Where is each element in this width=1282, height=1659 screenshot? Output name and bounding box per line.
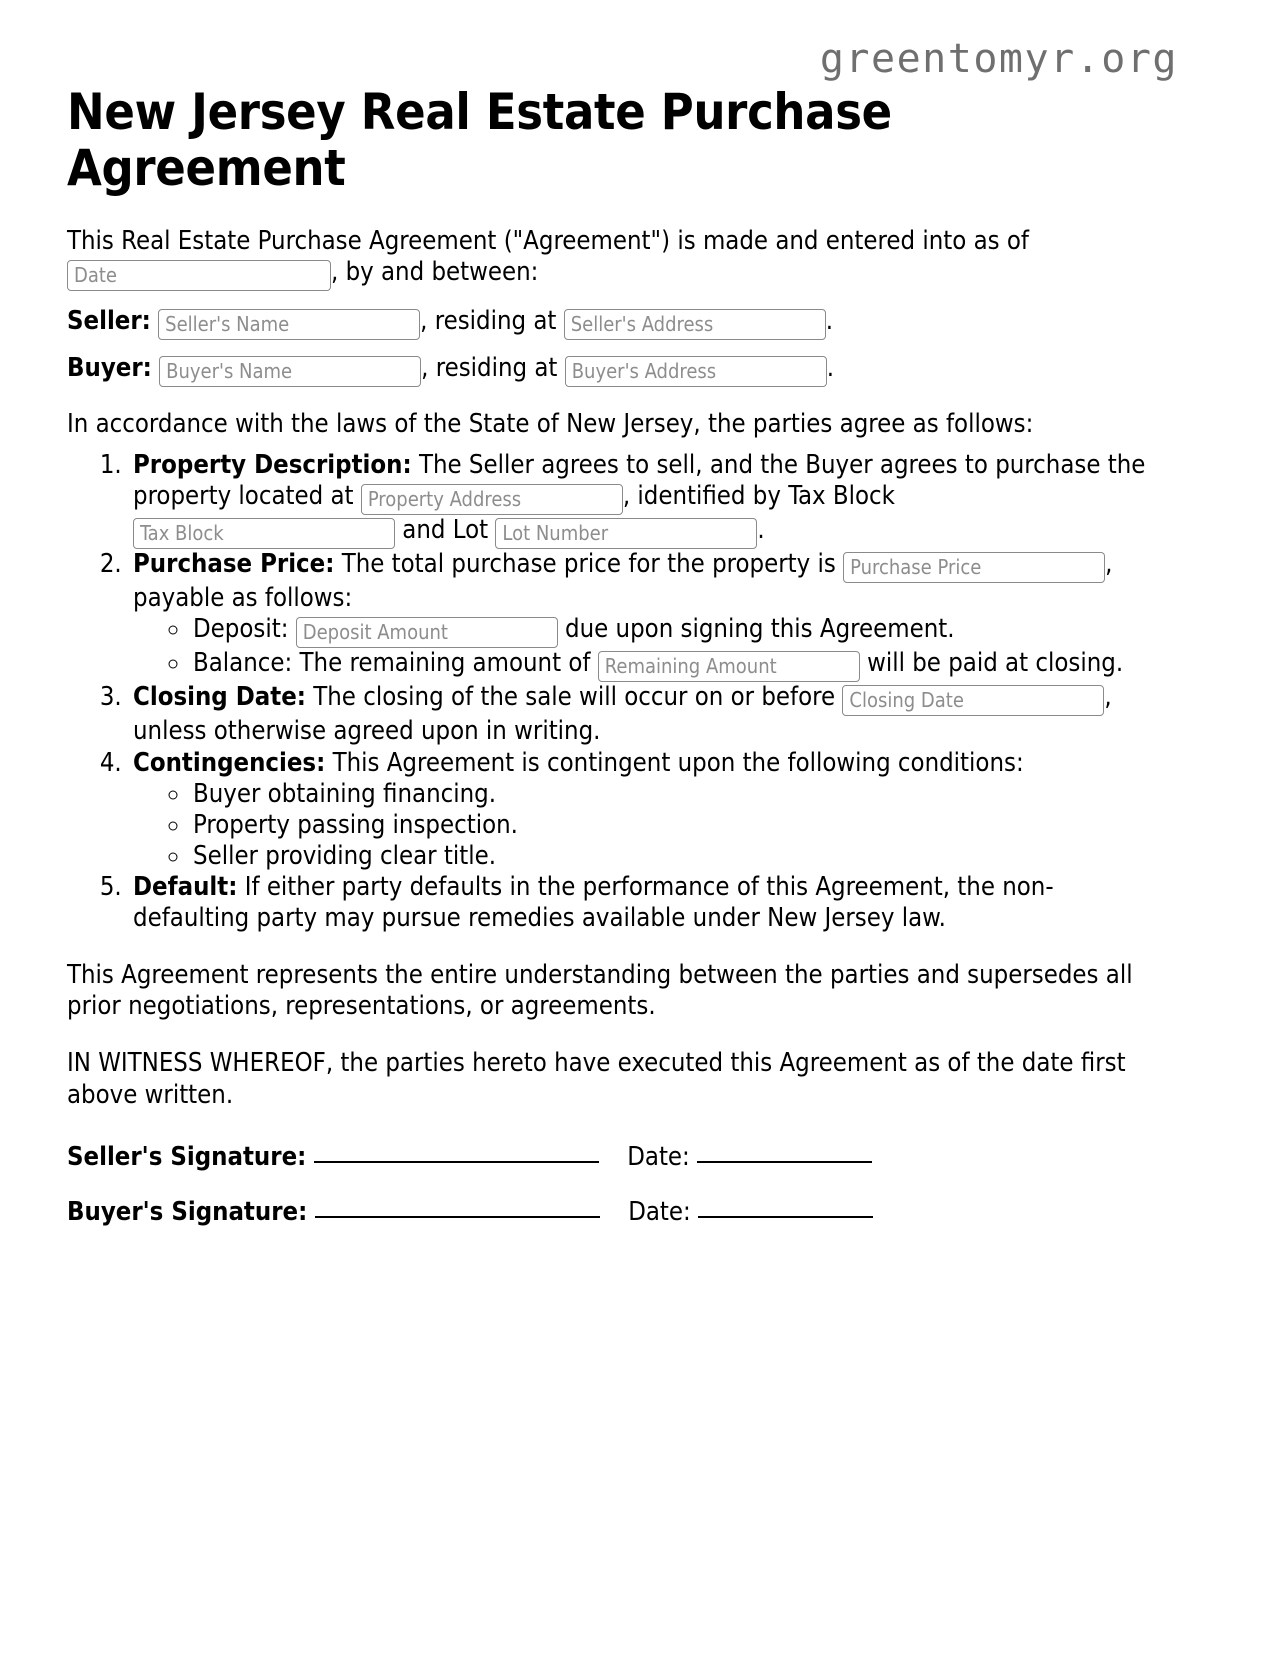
witness-paragraph: IN WITNESS WHEREOF, the parties hereto have executed this Agreement as of the date first above written. [67, 1048, 1126, 1110]
entire-understanding-paragraph: This Agreement represents the entire understanding between the parties and supersedes all prior negotiations, representations, or agreements. [67, 960, 1133, 1022]
seller-name-input[interactable] [158, 309, 420, 340]
tax-block-input[interactable] [133, 518, 395, 549]
seller-party-line [67, 305, 1152, 340]
deposit-label: Deposit: [193, 614, 289, 645]
clause-contingencies-heading: Contingencies: [133, 747, 326, 778]
intro-text-after-date: , by and between: [331, 257, 539, 288]
site-watermark: greentomyr.org [819, 36, 1178, 82]
page-title: New Jersey Real Estate Purchase Agreement [67, 83, 892, 197]
clause-property-text-2: , identified by Tax Block [622, 481, 895, 512]
clause-default-text-1: If either party defaults in the performance of this Agreement, the non-defaulting party may pursue remedies available under New Jersey law. [133, 871, 1054, 934]
balance-label: Balance: The remaining amount of [193, 648, 591, 679]
lot-number-input[interactable] [495, 518, 757, 549]
contingency-item: ◦ Buyer obtaining financing. [191, 779, 1152, 810]
buyer-line-period: . [826, 353, 834, 384]
clause-property-description [129, 450, 1152, 549]
purchase-price-sublist [133, 614, 1152, 682]
seller-label: Seller: [67, 306, 151, 337]
contingency-item: ◦ Property passing inspection. [191, 810, 1152, 841]
intro-paragraph [67, 226, 1152, 291]
clause-closing-text-1: The closing of the sale will occur on or before [313, 682, 836, 713]
clause-purchase-price [129, 549, 1152, 682]
seller-signature-row [67, 1141, 1152, 1174]
intro-text-before-date: This Real Estate Purchase Agreement ("Agreement") is made and entered into as of [67, 226, 1030, 256]
seller-signature-line[interactable] [314, 1161, 599, 1163]
buyer-date-line[interactable] [698, 1216, 873, 1218]
remaining-amount-input[interactable] [598, 651, 860, 682]
property-address-input[interactable] [361, 484, 623, 515]
buyer-date-label: Date: [628, 1196, 691, 1227]
deposit-amount-input[interactable] [296, 617, 558, 648]
date-input[interactable] [67, 260, 331, 291]
seller-line-period: . [825, 306, 834, 337]
clause-price-heading: Purchase Price: [133, 549, 335, 580]
clause-price-text-2: , payable as follows: [133, 549, 1113, 614]
buyer-signature-label: Buyer's Signature: [67, 1196, 308, 1227]
clause-property-text-1: The Seller agrees to sell, and the Buyer agrees to purchase the property located at [133, 450, 1146, 512]
seller-address-input[interactable] [564, 309, 826, 340]
seller-date-label: Date: [627, 1141, 690, 1172]
clause-contingencies [129, 748, 1152, 872]
clause-property-text-4: . [757, 515, 765, 546]
clause-property-text-3: and Lot [402, 515, 489, 546]
contingencies-sublist [133, 779, 1152, 872]
buyer-party-line [67, 352, 1152, 387]
clause-closing-date [129, 682, 1152, 747]
buyer-address-input[interactable] [565, 356, 827, 387]
seller-date-line[interactable] [697, 1161, 872, 1163]
deposit-after-text: due upon signing this Agreement. [565, 614, 955, 645]
agreement-clause-list [67, 450, 1152, 934]
clause-contingencies-text-1: This Agreement is contingent upon the following conditions: [332, 747, 1024, 778]
buyer-residing-text: , residing at [421, 353, 558, 384]
seller-residing-text: , residing at [420, 306, 557, 337]
buyer-signature-row [67, 1196, 1152, 1229]
closing-date-input[interactable] [842, 685, 1104, 716]
signature-block [67, 1141, 1152, 1229]
buyer-signature-line[interactable] [315, 1216, 600, 1218]
document-content [67, 84, 1152, 1251]
clause-closing-text-2: , unless otherwise agreed upon in writing. [133, 682, 1112, 747]
clause-default [129, 872, 1152, 934]
seller-signature-label: Seller's Signature: [67, 1141, 307, 1172]
clause-default-heading: Default: [133, 871, 238, 902]
clause-property-heading: Property Description: [133, 450, 412, 481]
clause-price-text-1: The total purchase price for the property is [341, 549, 836, 580]
balance-after-text: will be paid at closing. [867, 648, 1124, 679]
purchase-price-input[interactable] [843, 552, 1105, 583]
closing-paragraphs [67, 960, 1152, 1110]
sub-item-deposit [191, 614, 1152, 648]
clause-closing-heading: Closing Date: [133, 682, 306, 713]
buyer-name-input[interactable] [159, 356, 421, 387]
accordance-paragraph: In accordance with the laws of the State of New Jersey, the parties agree as follows: [67, 409, 1034, 440]
sub-item-balance [191, 648, 1152, 682]
buyer-label: Buyer: [67, 353, 152, 384]
contingency-item: ◦ Seller providing clear title. [191, 841, 1152, 872]
